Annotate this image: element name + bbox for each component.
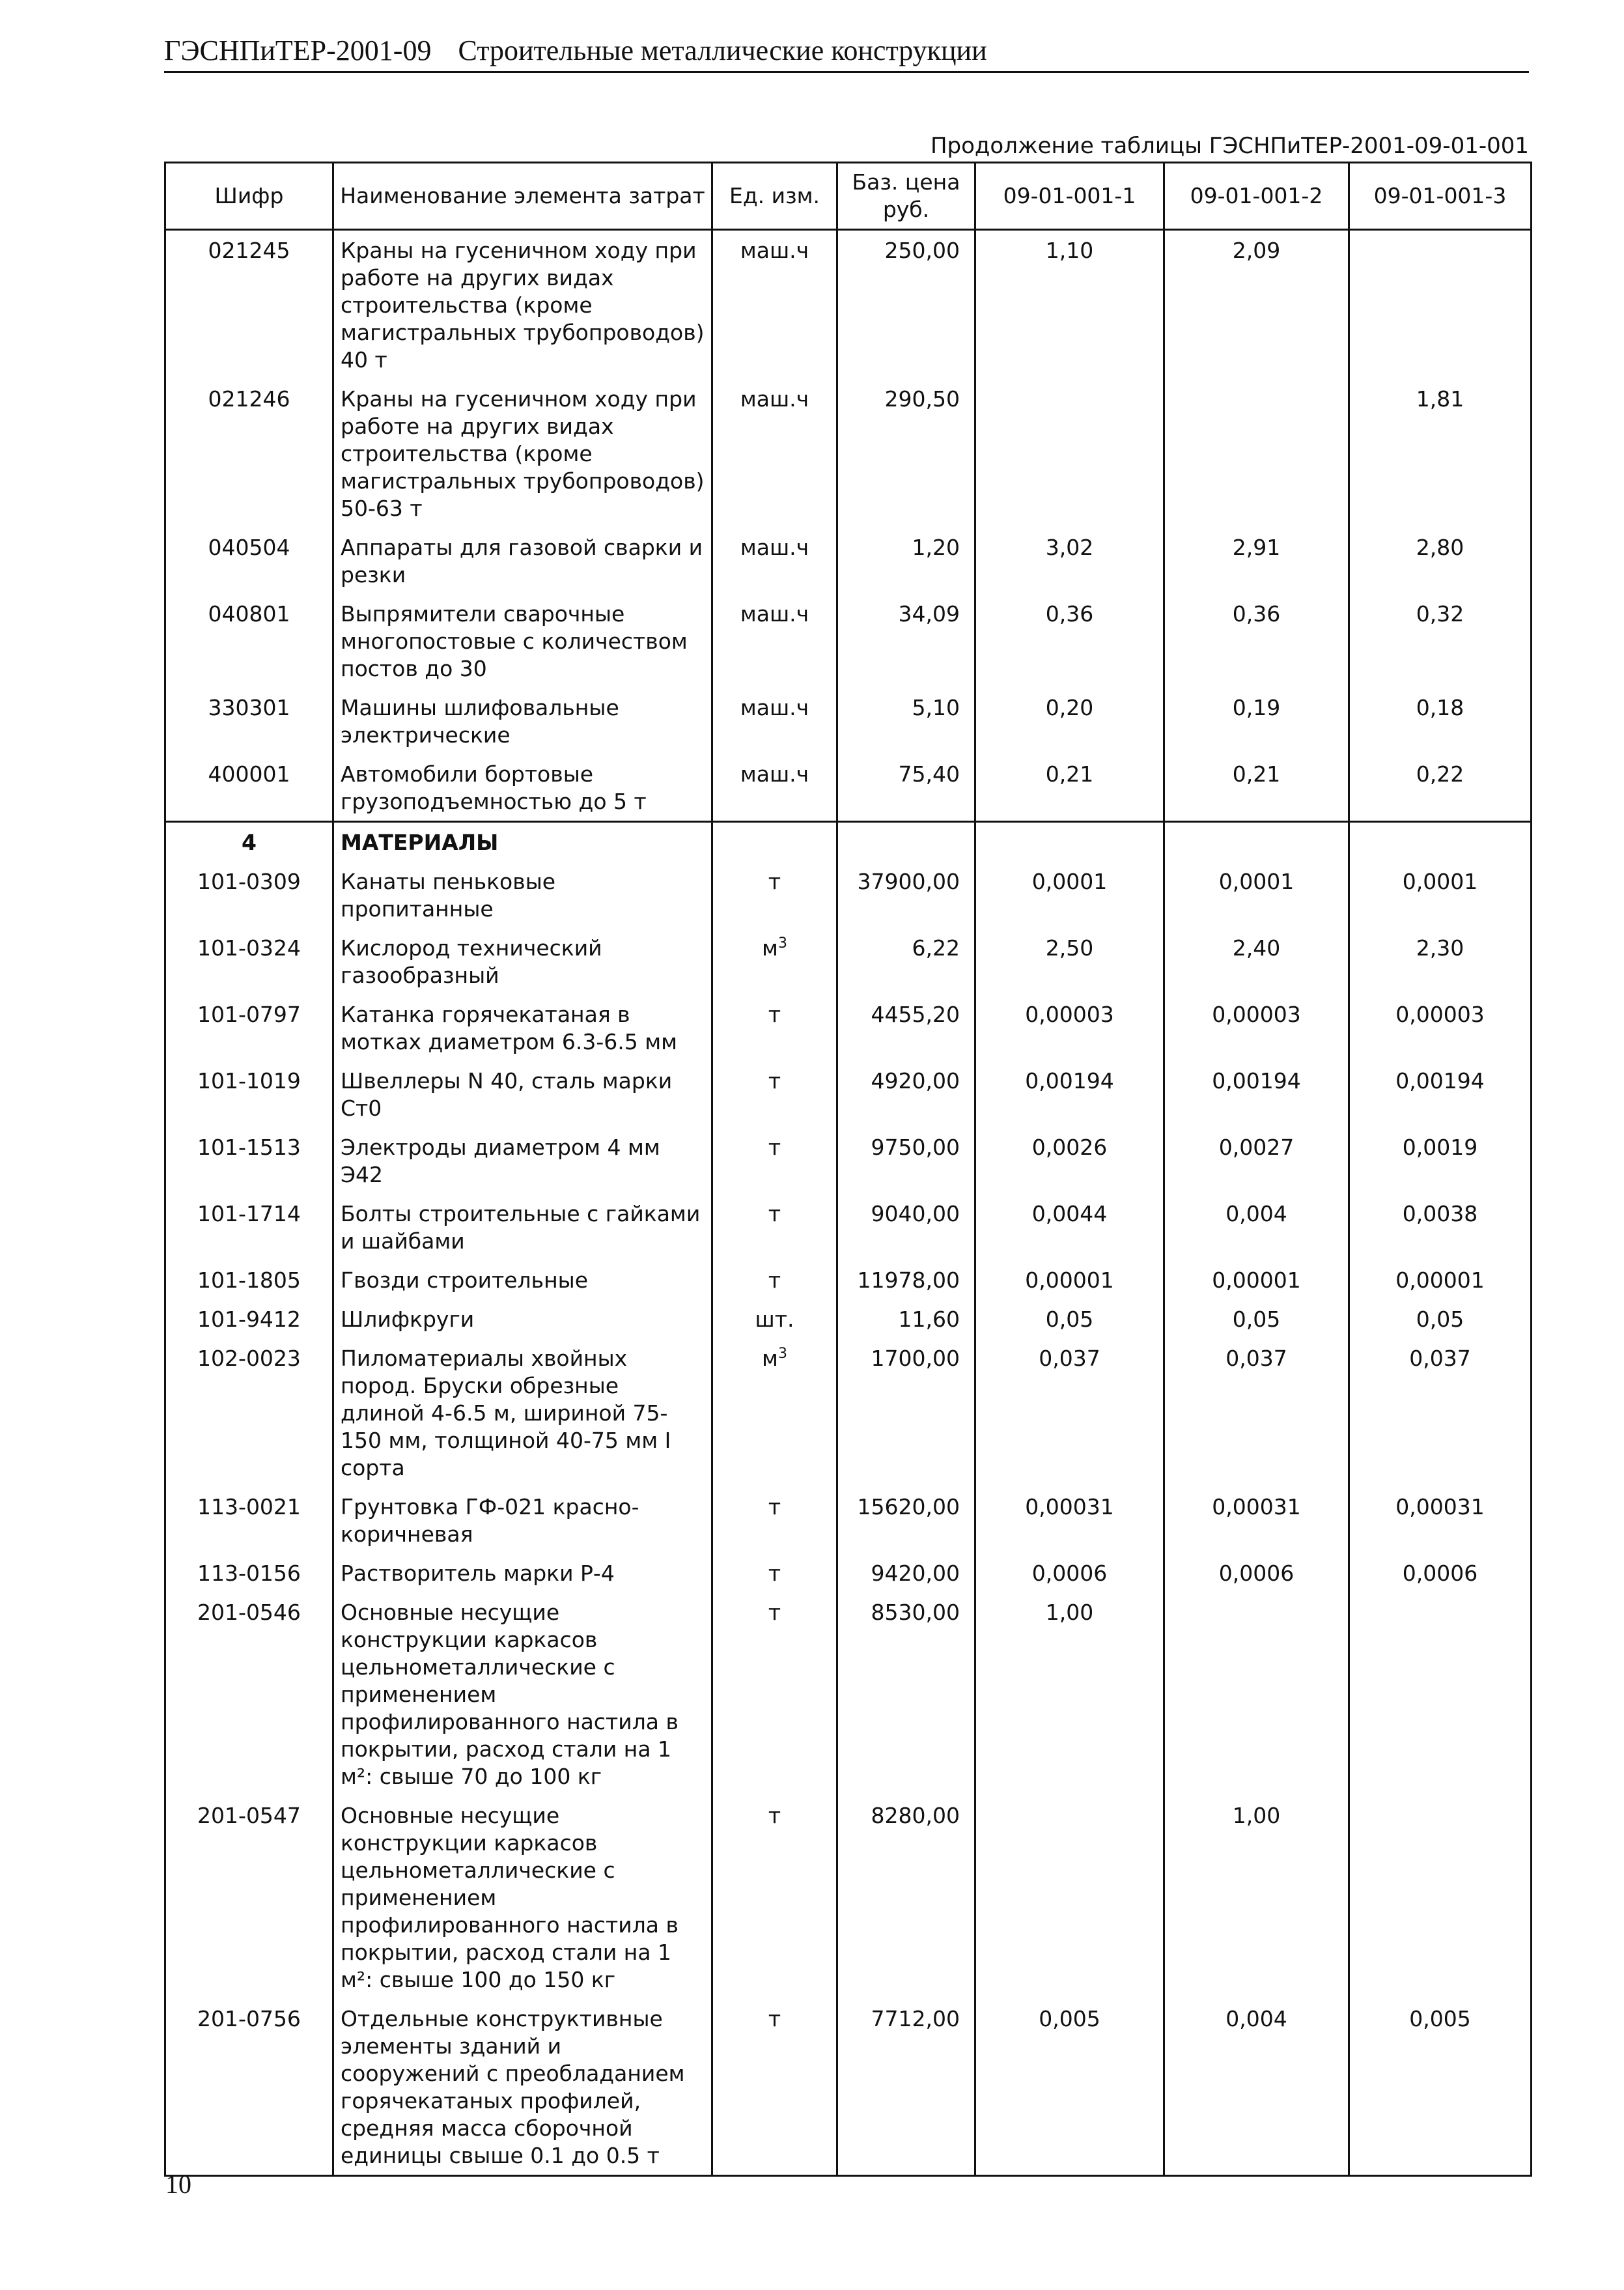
page-number: 10 [165, 2170, 191, 2199]
norm-value-3: 1,81 [1349, 379, 1532, 528]
empty-cell [1164, 822, 1349, 862]
section-title: МАТЕРИАЛЫ [333, 822, 712, 862]
norm-value-1: 0,36 [975, 594, 1164, 688]
base-price: 6,22 [837, 928, 975, 995]
resource-code: 101-1714 [165, 1194, 333, 1260]
norm-value-3: 0,05 [1349, 1299, 1532, 1338]
norm-value-3: 0,00031 [1349, 1487, 1532, 1553]
resource-name: Грунтовка ГФ-021 красно-коричневая [333, 1487, 712, 1553]
resource-name: Кислород технический газообразный [333, 928, 712, 995]
resource-code: 400001 [165, 754, 333, 822]
norm-value-3: 0,037 [1349, 1338, 1532, 1487]
column-header-code: Шифр [165, 163, 333, 230]
norm-value-1 [975, 379, 1164, 528]
empty-cell [712, 822, 837, 862]
base-price: 9420,00 [837, 1553, 975, 1592]
base-price: 4455,20 [837, 995, 975, 1061]
resource-code: 201-0546 [165, 1592, 333, 1796]
unit: т [768, 1201, 781, 1226]
norm-value-2: 0,004 [1164, 1999, 1349, 2176]
norm-value-1: 0,005 [975, 1999, 1164, 2176]
base-price: 250,00 [837, 230, 975, 380]
norm-value-2 [1164, 1592, 1349, 1796]
base-price: 4920,00 [837, 1061, 975, 1127]
unit-cell [712, 1061, 837, 1127]
norm-value-1: 0,00031 [975, 1487, 1164, 1553]
unit: маш.ч [740, 535, 809, 560]
unit-cell [712, 1553, 837, 1592]
resource-name: Аппараты для газовой сварки и резки [333, 528, 712, 594]
resource-code: 101-1805 [165, 1260, 333, 1299]
column-header-norm-3: 09-01-001-3 [1349, 163, 1532, 230]
base-price: 15620,00 [837, 1487, 975, 1553]
unit: шт. [755, 1307, 794, 1332]
resource-name: Краны на гусеничном ходу при работе на других видах строительства (кроме магистральных трубопроводов) 50-63 т [333, 379, 712, 528]
resource-name: Автомобили бортовые грузоподъемностью до 5 т [333, 754, 712, 822]
base-price: 75,40 [837, 754, 975, 822]
norm-value-2: 0,05 [1164, 1299, 1349, 1338]
resource-code: 330301 [165, 688, 333, 754]
norm-value-2: 2,91 [1164, 528, 1349, 594]
unit-cell [712, 754, 837, 822]
unit: маш.ч [740, 695, 809, 720]
table-row [165, 995, 1532, 1061]
resource-name: Болты строительные с гайками и шайбами [333, 1194, 712, 1260]
resource-name: Катанка горячекатаная в мотках диаметром 6.3-6.5 мм [333, 995, 712, 1061]
resource-code: 113-0156 [165, 1553, 333, 1592]
unit: т [768, 1002, 781, 1027]
norm-value-3: 0,18 [1349, 688, 1532, 754]
resource-code: 201-0547 [165, 1796, 333, 1999]
empty-cell [837, 822, 975, 862]
norm-value-3 [1349, 1796, 1532, 1999]
norm-value-2: 0,00194 [1164, 1061, 1349, 1127]
table-row [165, 594, 1532, 688]
norm-value-3: 2,30 [1349, 928, 1532, 995]
table-row [165, 1061, 1532, 1127]
norm-value-2: 0,00001 [1164, 1260, 1349, 1299]
resource-name: Основные несущие конструкции каркасов цельнометаллические с применением профилированного настила в покрытии, расход стали на 1 м²: свыше 100 до 150 кг [333, 1796, 712, 1999]
base-price: 34,09 [837, 594, 975, 688]
unit: маш.ч [740, 601, 809, 627]
resource-name: Машины шлифовальные электрические [333, 688, 712, 754]
norm-value-2: 1,00 [1164, 1796, 1349, 1999]
base-price: 11978,00 [837, 1260, 975, 1299]
unit-cell [712, 995, 837, 1061]
resource-name: Краны на гусеничном ходу при работе на других видах строительства (кроме магистральных трубопроводов) 40 т [333, 230, 712, 380]
resource-name: Выпрямители сварочные многопостовые с количеством постов до 30 [333, 594, 712, 688]
unit: т [768, 1600, 781, 1625]
unit-cell [712, 1260, 837, 1299]
base-price: 9040,00 [837, 1194, 975, 1260]
document-title: Строительные металлические конструкции [458, 35, 987, 66]
base-price: 290,50 [837, 379, 975, 528]
norm-value-1: 2,50 [975, 928, 1164, 995]
table-row [165, 1338, 1532, 1487]
resource-code: 101-9412 [165, 1299, 333, 1338]
resource-code: 101-0309 [165, 862, 333, 928]
norm-value-2: 0,0006 [1164, 1553, 1349, 1592]
resource-name: Электроды диаметром 4 мм Э42 [333, 1127, 712, 1194]
column-header-norm-2: 09-01-001-2 [1164, 163, 1349, 230]
page-header [164, 34, 1529, 73]
table-row [165, 1127, 1532, 1194]
base-price: 5,10 [837, 688, 975, 754]
empty-cell [1349, 822, 1532, 862]
table-continuation-caption: Продолжение таблицы ГЭСНПиТЕР-2001-09-01-001 [930, 133, 1529, 159]
unit: т [768, 1494, 781, 1520]
unit-cell [712, 1592, 837, 1796]
resource-code: 101-1019 [165, 1061, 333, 1127]
table-row [165, 1487, 1532, 1553]
resource-code: 113-0021 [165, 1487, 333, 1553]
norm-value-1: 0,0026 [975, 1127, 1164, 1194]
unit-cell [712, 862, 837, 928]
unit: т [768, 1267, 781, 1293]
unit-cell [712, 379, 837, 528]
norm-value-3: 0,005 [1349, 1999, 1532, 2176]
resource-code: 021246 [165, 379, 333, 528]
resource-name: Канаты пеньковые пропитанные [333, 862, 712, 928]
norm-value-3: 0,00194 [1349, 1061, 1532, 1127]
unit-cell [712, 688, 837, 754]
unit: маш.ч [740, 761, 809, 787]
cost-table [164, 162, 1532, 2177]
base-price: 7712,00 [837, 1999, 975, 2176]
resource-name: Растворитель марки Р-4 [333, 1553, 712, 1592]
base-price: 1700,00 [837, 1338, 975, 1487]
resource-code: 040504 [165, 528, 333, 594]
norm-value-2: 2,40 [1164, 928, 1349, 995]
norm-value-1 [975, 1796, 1164, 1999]
resource-code: 101-0797 [165, 995, 333, 1061]
table-row [165, 688, 1532, 754]
norm-value-3 [1349, 1592, 1532, 1796]
norm-value-3: 0,0019 [1349, 1127, 1532, 1194]
unit-cell [712, 1999, 837, 2176]
unit: маш.ч [740, 386, 809, 412]
resource-name: Основные несущие конструкции каркасов цельнометаллические с применением профилированного настила в покрытии, расход стали на 1 м²: свыше 70 до 100 кг [333, 1592, 712, 1796]
table-row [165, 1796, 1532, 1999]
norm-value-3: 0,0038 [1349, 1194, 1532, 1260]
table-row [165, 1299, 1532, 1338]
table-row [165, 1553, 1532, 1592]
section-row [165, 822, 1532, 862]
norm-value-2: 0,037 [1164, 1338, 1349, 1487]
unit: т [768, 1068, 781, 1094]
norm-value-1: 1,00 [975, 1592, 1164, 1796]
resource-name: Гвозди строительные [333, 1260, 712, 1299]
table-row [165, 230, 1532, 380]
resource-name: Пиломатериалы хвойных пород. Бруски обрезные длиной 4-6.5 м, шириной 75-150 мм, толщиной 40-75 мм I сорта [333, 1338, 712, 1487]
resource-code: 021245 [165, 230, 333, 380]
table-row [165, 862, 1532, 928]
norm-value-2: 0,00003 [1164, 995, 1349, 1061]
column-header-price: Баз. цена руб. [837, 163, 975, 230]
table-row [165, 528, 1532, 594]
norm-value-1: 0,05 [975, 1299, 1164, 1338]
base-price: 11,60 [837, 1299, 975, 1338]
document-code: ГЭСНПиТЕР-2001-09 [164, 35, 432, 66]
resource-code: 101-1513 [165, 1127, 333, 1194]
unit-cell [712, 1299, 837, 1338]
unit-cell [712, 230, 837, 380]
norm-value-1: 0,0006 [975, 1553, 1164, 1592]
unit: т [768, 2006, 781, 2031]
column-header-name: Наименование элемента затрат [333, 163, 712, 230]
norm-value-3: 0,0001 [1349, 862, 1532, 928]
resource-code: 040801 [165, 594, 333, 688]
unit-cell [712, 594, 837, 688]
unit-cell [712, 1796, 837, 1999]
norm-value-2: 0,36 [1164, 594, 1349, 688]
unit-cell [712, 1194, 837, 1260]
norm-value-2: 0,00031 [1164, 1487, 1349, 1553]
resource-name: Шлифкруги [333, 1299, 712, 1338]
norm-value-1: 0,0044 [975, 1194, 1164, 1260]
table-row [165, 754, 1532, 822]
table-row [165, 928, 1532, 995]
table-row [165, 1592, 1532, 1796]
norm-value-2 [1164, 379, 1349, 528]
norm-value-1: 0,00194 [975, 1061, 1164, 1127]
table-row [165, 1194, 1532, 1260]
norm-value-1: 0,00001 [975, 1260, 1164, 1299]
base-price: 9750,00 [837, 1127, 975, 1194]
unit-cell [712, 928, 837, 995]
unit-exponent: 3 [777, 1346, 787, 1362]
unit: т [768, 1803, 781, 1828]
unit-cell [712, 1487, 837, 1553]
unit: м [762, 1346, 778, 1371]
unit: м [762, 935, 778, 961]
norm-value-2: 0,0001 [1164, 862, 1349, 928]
norm-value-1: 1,10 [975, 230, 1164, 380]
norm-value-3: 0,00003 [1349, 995, 1532, 1061]
resource-name: Швеллеры N 40, сталь марки Ст0 [333, 1061, 712, 1127]
resource-code: 201-0756 [165, 1999, 333, 2176]
norm-value-3: 2,80 [1349, 528, 1532, 594]
norm-value-2: 0,0027 [1164, 1127, 1349, 1194]
norm-value-1: 0,21 [975, 754, 1164, 822]
unit: маш.ч [740, 238, 809, 263]
base-price: 37900,00 [837, 862, 975, 928]
column-header-unit: Ед. изм. [712, 163, 837, 230]
unit: т [768, 1561, 781, 1586]
norm-value-2: 0,21 [1164, 754, 1349, 822]
empty-cell [975, 822, 1164, 862]
table-row [165, 1260, 1532, 1299]
norm-value-1: 3,02 [975, 528, 1164, 594]
unit: т [768, 869, 781, 894]
resource-code: 101-0324 [165, 928, 333, 995]
base-price: 8530,00 [837, 1592, 975, 1796]
table-row [165, 379, 1532, 528]
norm-value-2: 2,09 [1164, 230, 1349, 380]
norm-value-3: 0,00001 [1349, 1260, 1532, 1299]
norm-value-1: 0,0001 [975, 862, 1164, 928]
base-price: 8280,00 [837, 1796, 975, 1999]
resource-code: 102-0023 [165, 1338, 333, 1487]
norm-value-3: 0,0006 [1349, 1553, 1532, 1592]
column-header-norm-1: 09-01-001-1 [975, 163, 1164, 230]
unit-exponent: 3 [777, 935, 787, 952]
norm-value-1: 0,037 [975, 1338, 1164, 1487]
resource-name: Отдельные конструктивные элементы зданий и сооружений с преобладанием горячекатаных профилей, средняя масса сборочной единицы свыше 0.1 до 0.5 т [333, 1999, 712, 2176]
norm-value-1: 0,20 [975, 688, 1164, 754]
table-body [165, 230, 1532, 2176]
norm-value-3: 0,32 [1349, 594, 1532, 688]
unit-cell [712, 1127, 837, 1194]
table-row [165, 1999, 1532, 2176]
norm-value-3 [1349, 230, 1532, 380]
unit-cell [712, 528, 837, 594]
unit: т [768, 1135, 781, 1160]
norm-value-2: 0,19 [1164, 688, 1349, 754]
norm-value-1: 0,00003 [975, 995, 1164, 1061]
norm-value-2: 0,004 [1164, 1194, 1349, 1260]
norm-value-3: 0,22 [1349, 754, 1532, 822]
unit-cell [712, 1338, 837, 1487]
base-price: 1,20 [837, 528, 975, 594]
section-number: 4 [165, 822, 333, 862]
table-header-row [165, 163, 1532, 230]
